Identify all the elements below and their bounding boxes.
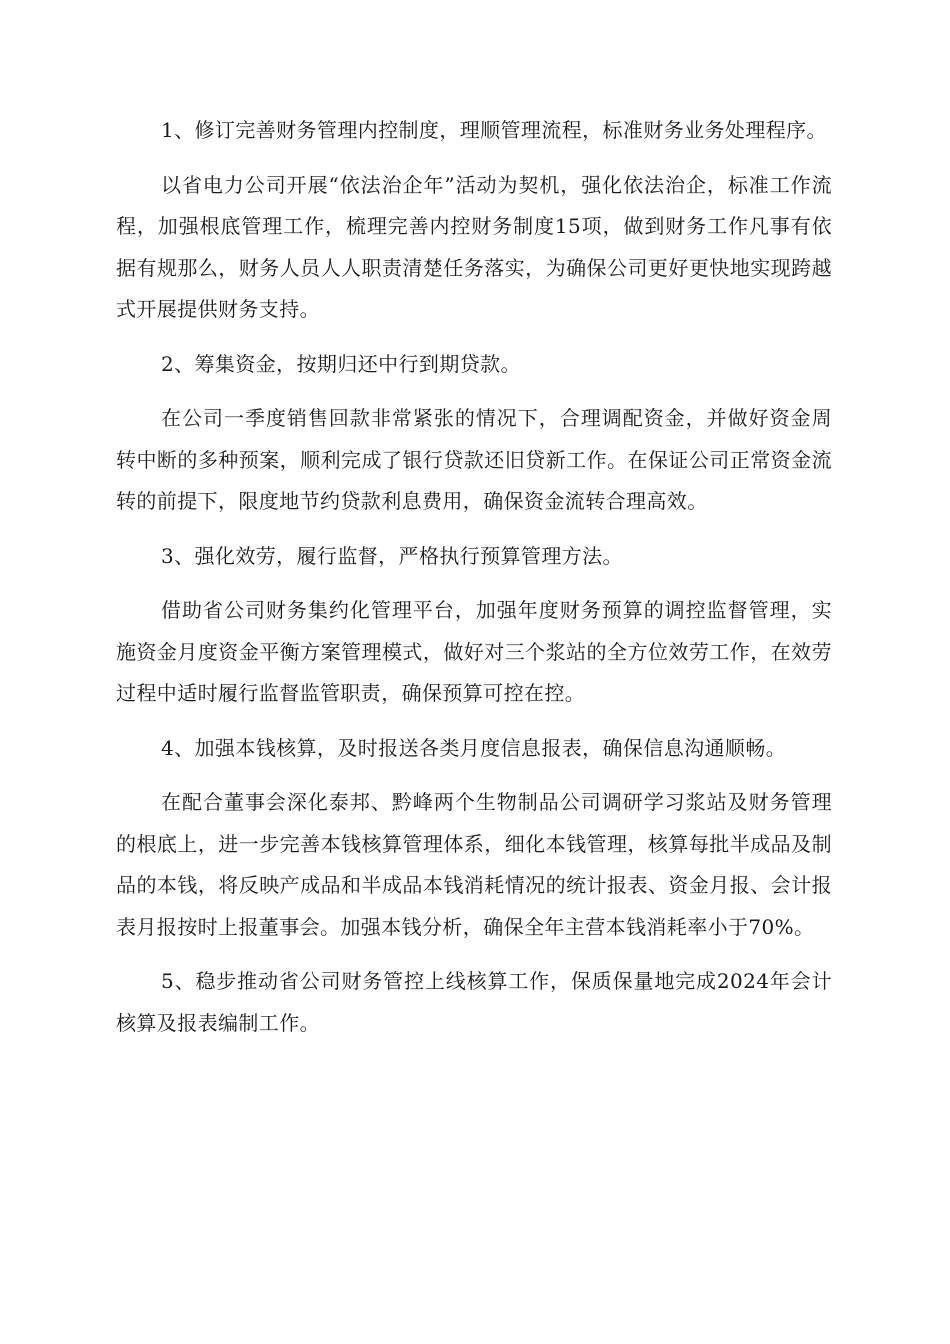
paragraph-item-2: 在公司一季度销售回款非常紧张的情况下，合理调配资金，并做好资金周转中断的多种预案，顺利完成了银行贷款还旧贷新工作。在保证公司正常资金流转的前提下，限度地节约贷款利息费用，确保资金流转合理高效。 (116, 406, 832, 513)
heading-item-4: 4、加强本钱核算，及时报送各类月度信息报表，确保信息沟通顺畅。 (161, 735, 787, 760)
heading-item-1: 1、修订完善财务管理内控制度，理顺管理流程，标准财务业务处理程序。 (161, 118, 827, 142)
heading-item-3: 3、强化效劳，履行监督，严格执行预算管理方法。 (161, 543, 623, 568)
paragraph-item-3: 借助省公司财务集约化管理平台，加强年度财务预算的调控监督管理，实施资金月度资金平衡方案管理模式，做好对三个浆站的全方位效劳工作，在效劳过程中适时履行监督监管职责，确保预算可控在控。 (116, 598, 832, 705)
paragraph-item-1: 以省电力公司开展“依法治企年”活动为契机，强化依法治企，标准工作流程，加强根底管理工作，梳理完善内控财务制度15项，做到财务工作凡事有依据有规那么，财务人员人人职责清楚任务落实，为确保公司更好更快地实现跨越式开展提供财务支持。 (116, 172, 832, 321)
document-body (116, 110, 832, 1057)
heading-item-5: 5、稳步推动省公司财务管控上线核算工作，保质保量地完成2024年会计核算及报表编制工作。 (116, 969, 832, 1035)
paragraph-item-4: 在配合董事会深化泰邦、黔峰两个生物制品公司调研学习浆站及财务管理的根底上，进一步完善本钱核算管理体系，细化本钱管理，核算每批半成品及制品的本钱，将反映产成品和半成品本钱消耗情况的统计报表、资金月报、会计报表月报按时上报董事会。加强本钱分析，确保全年主营本钱消耗率小于70%。 (116, 790, 832, 939)
heading-item-2: 2、筹集资金，按期归还中行到期贷款。 (161, 351, 521, 376)
